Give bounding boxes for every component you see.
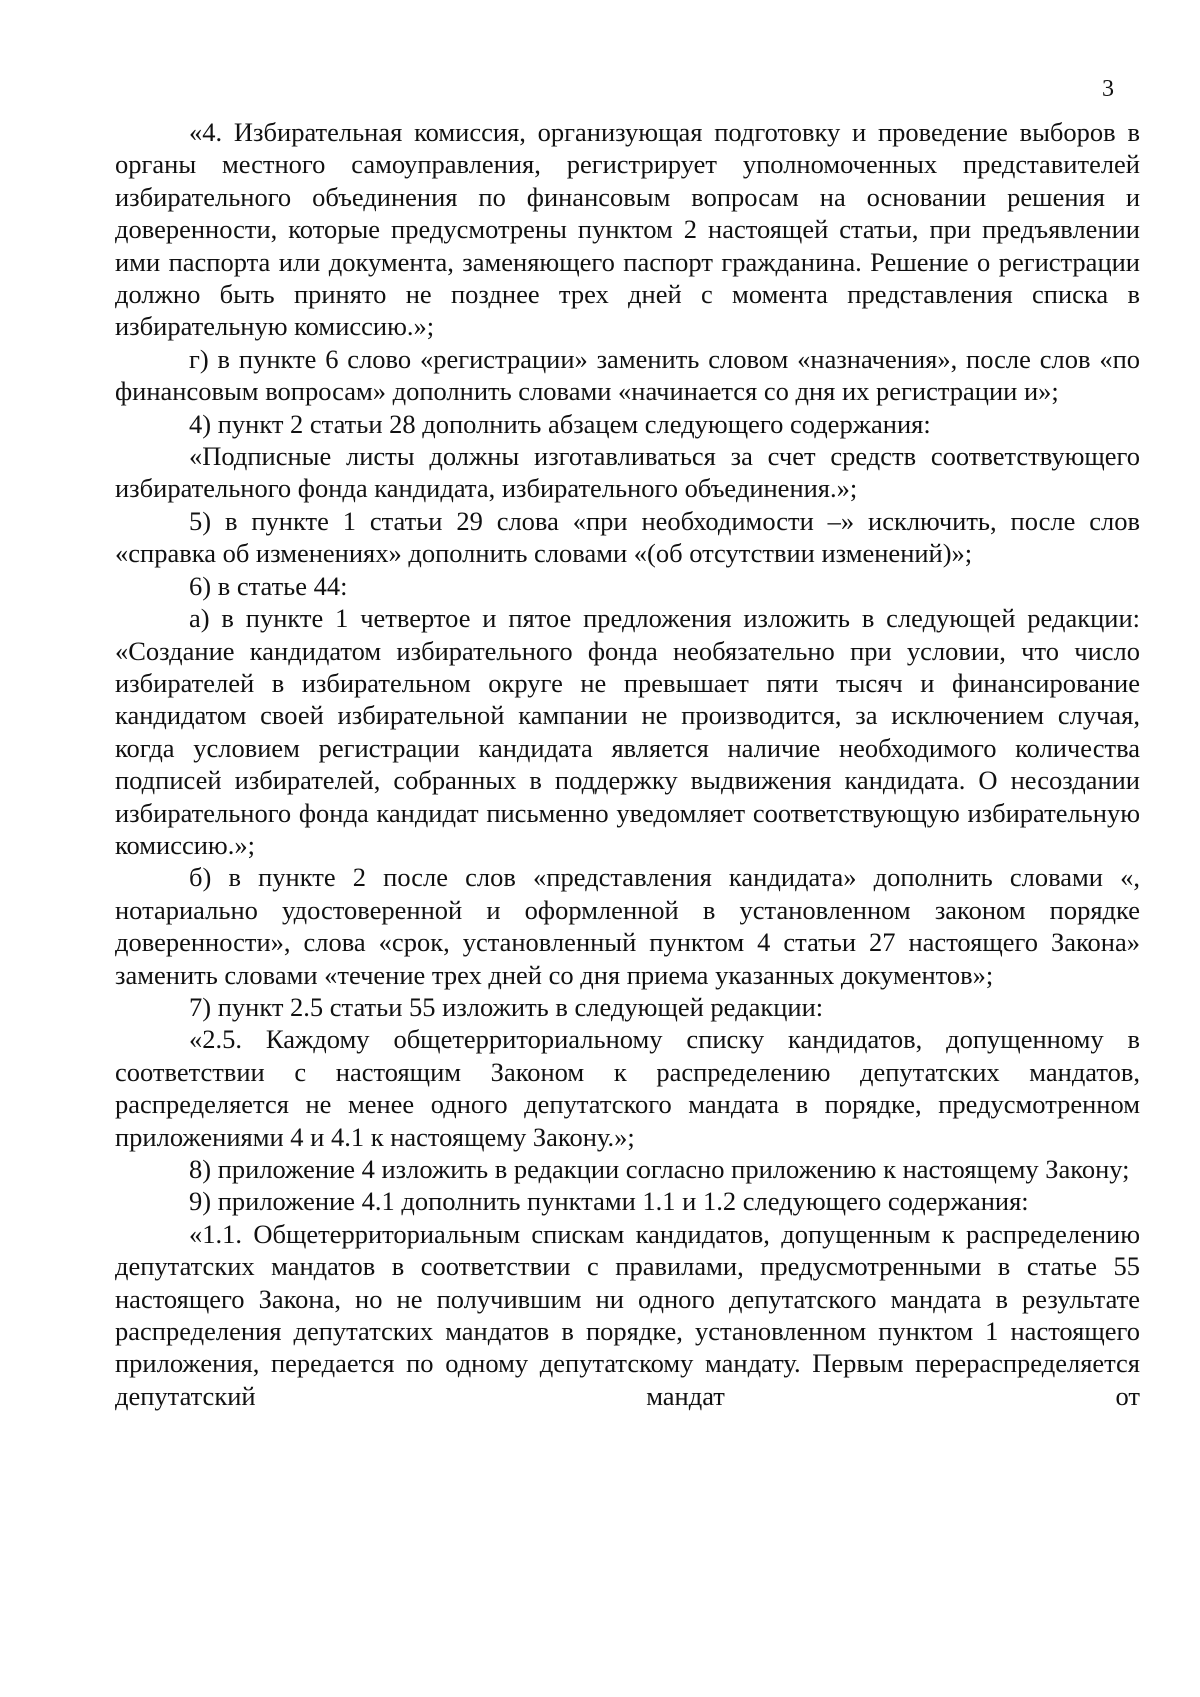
document-body bbox=[115, 116, 1140, 1412]
paragraph-item-g: г) в пункте 6 слово «регистрации» заменить словом «назначения», после слов «по финансовым вопросам» дополнить словами «начинается со дня их регистрации и»; bbox=[115, 343, 1140, 407]
paragraph-item-5: 5) в пункте 1 статьи 29 слова «при необходимости –» исключить, после слов «справка об изменениях» дополнить словами «(об отсутствии изменений)»; bbox=[115, 505, 1140, 569]
paragraph-signature-sheets: «Подписные листы должны изготавливаться за счет средств соответствующего избирательного фонда кандидата, избирательного объединения.»; bbox=[115, 441, 1140, 504]
paragraph-clause-2-5: «2.5. Каждому общетерриториальному списку кандидатов, допущенному в соответствии с настоящим Законом к распределению депутатских мандатов, распределяется не менее одного депутатского мандата в порядке, предусмотренном приложениями 4 и 4.1 к настоящему Закону.»; bbox=[115, 1024, 1140, 1152]
page-number: 3 bbox=[1102, 76, 1114, 102]
paragraph-item-9: 9) приложение 4.1 дополнить пунктами 1.1 и 1.2 следующего содержания: bbox=[189, 1186, 1029, 1217]
paragraph-clause-1-1: «1.1. Общетерриториальным спискам кандидатов, допущенным к распределению депутатских мандатов в соответствии с правилами, предусмотренными в статье 55 настоящего Закона, но не получившим ни одного депутатского мандата в результате распределения депутатских мандатов в порядке, установленном пунктом 1 настоящего приложения, передается по одному депутатскому мандату. Первым перераспределяется депутатский мандат от bbox=[115, 1218, 1140, 1411]
paragraph-item-4: 4) пункт 2 статьи 28 дополнить абзацем следующего содержания: bbox=[189, 408, 931, 439]
paragraph-item-7: 7) пункт 2.5 статьи 55 изложить в следующей редакции: bbox=[189, 991, 824, 1022]
paragraph-item-6b: б) в пункте 2 после слов «представления кандидата» дополнить словами «, нотариально удостоверенной и оформленной в установленном законом порядке доверенности», слова «срок, установленный пунктом 4 статьи 27 настоящего Закона» заменить словами «течение трех дней со дня приема указанных документов»; bbox=[115, 862, 1140, 990]
paragraph-registration-clause: «4. Избирательная комиссия, организующая подготовку и проведение выборов в органы местного самоуправления, регистрирует уполномоченных представителей избирательного объединения по финансовым вопросам на основании решения и доверенности, которые предусмотрены пунктом 2 настоящей статьи, при предъявлении ими паспорта или документа, заменяющего паспорт гражданина. Решение о регистрации должно быть принято не позднее трех дней с момента представления списка в избирательную комиссию.»; bbox=[115, 117, 1140, 342]
paragraph-item-6a: а) в пункте 1 четвертое и пятое предложения изложить в следующей редакции: «Создание кандидатом избирательного фонда необязательно при условии, что число избирателей в избирательном округе не превышает пяти тысяч и финансирование кандидатом своей избирательной кампании не производится, за исключением случая, когда условием регистрации кандидата является наличие необходимого количества подписей избирателей, собранных в поддержку выдвижения кандидата. О несоздании избирательного фонда кандидат письменно уведомляет соответствующую избирательную комиссию.»; bbox=[115, 603, 1140, 860]
paragraph-item-8: 8) приложение 4 изложить в редакции согласно приложению к настоящему Закону; bbox=[189, 1154, 1130, 1184]
paragraph-item-6: 6) в статье 44: bbox=[189, 570, 348, 601]
